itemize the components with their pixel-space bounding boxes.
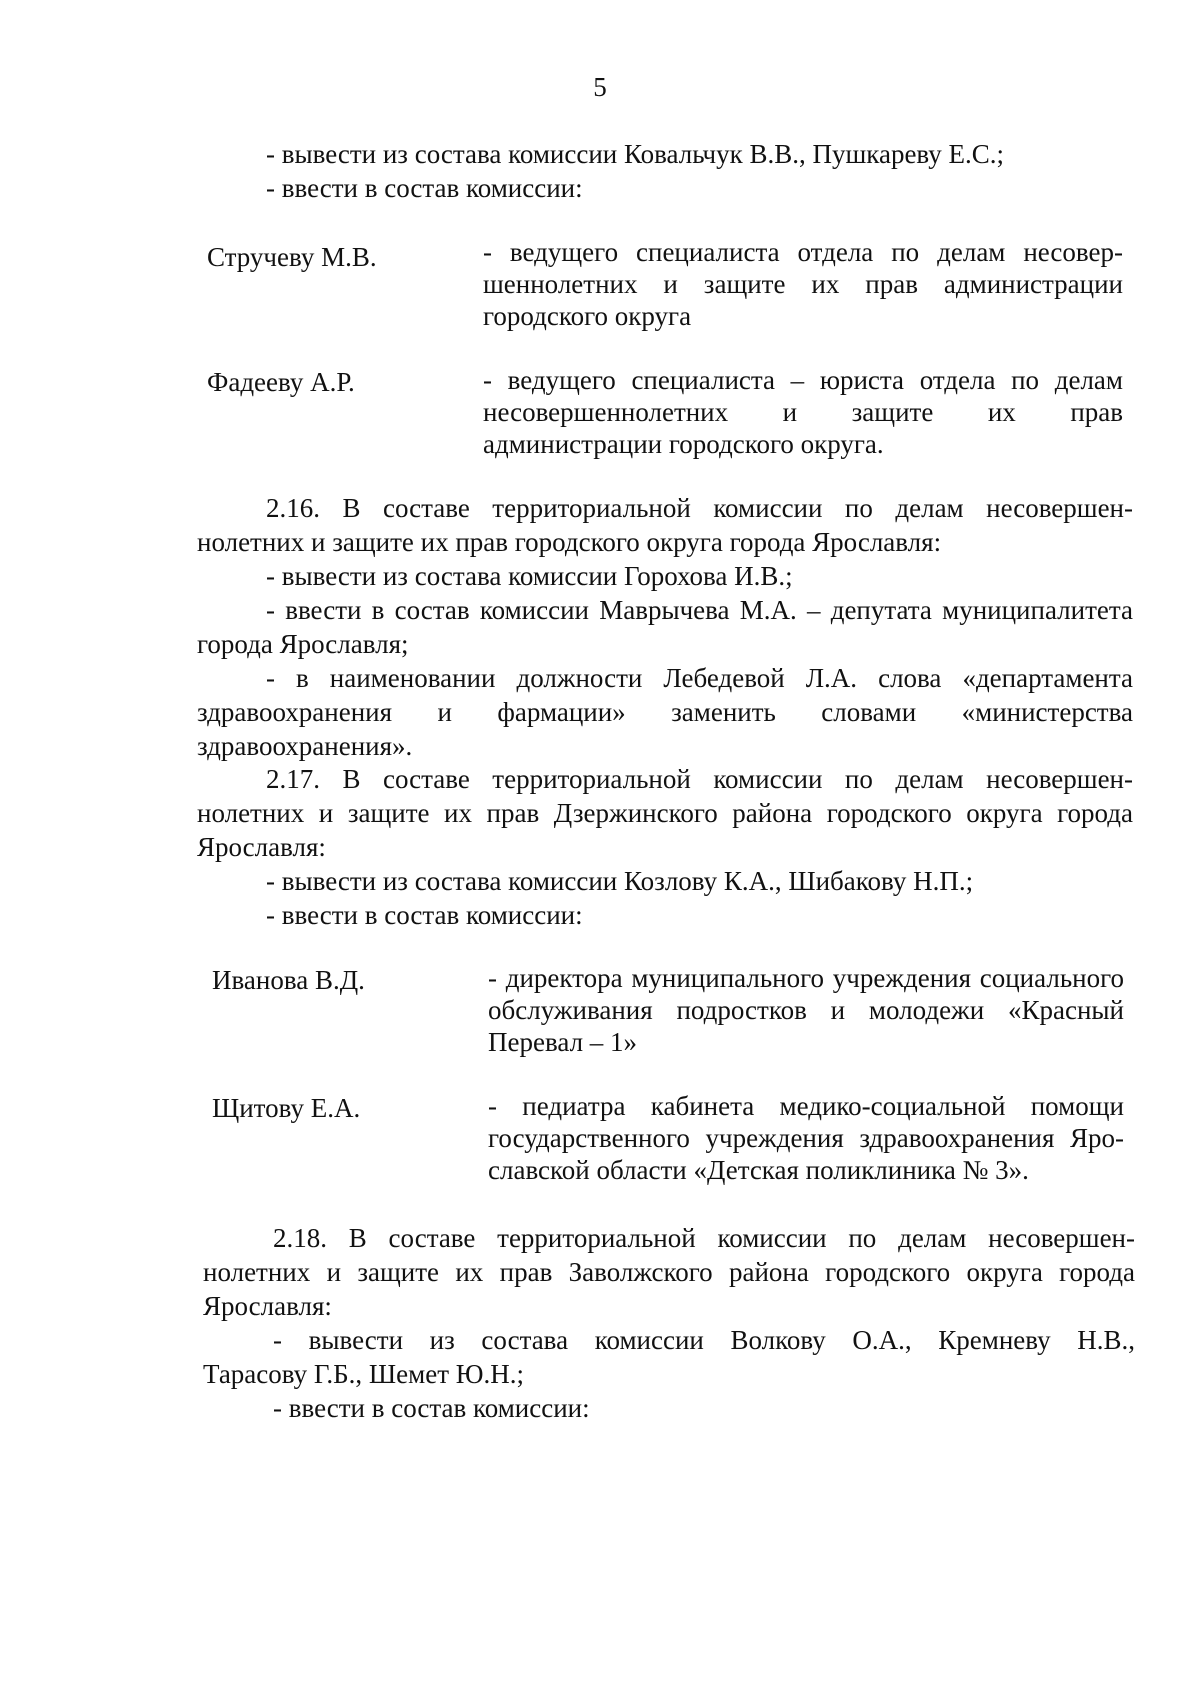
member-position-line: обслуживания подростков и молодежи «Красный: [488, 995, 1124, 1025]
member-position-line: городского округа: [483, 301, 692, 331]
add-members-line: - ввести в состав комиссии:: [266, 173, 583, 203]
member-name: Щитову Е.А.: [212, 1093, 361, 1123]
member-name: Иванова В.Д.: [212, 965, 365, 995]
paragraph-line: Ярославля:: [203, 1291, 332, 1321]
paragraph-line: здравоохранения».: [197, 731, 413, 761]
member-position-line: несовершеннолетних и защите их прав: [483, 397, 1123, 427]
paragraph-line: - ввести в состав комиссии Маврычева М.А. – депутата муниципалитета: [266, 595, 1133, 625]
member-position-line: - директора муниципального учреждения социального: [488, 963, 1124, 993]
paragraph-line: 2.17. В составе территориальной комиссии по делам несовершен-: [266, 764, 1133, 794]
paragraph-line: нолетних и защите их прав Заволжского района городского округа города: [203, 1257, 1135, 1287]
paragraph-line: 2.16. В составе территориальной комиссии по делам несовершен-: [266, 493, 1133, 523]
paragraph-line: Тарасову Г.Б., Шемет Ю.Н.;: [203, 1359, 525, 1389]
paragraph-line: здравоохранения и фармации» заменить словами «министерства: [197, 697, 1133, 727]
member-position-line: - ведущего специалиста – юриста отдела по делам: [483, 365, 1123, 395]
member-name: Стручеву М.В.: [207, 242, 377, 272]
paragraph-line: нолетних и защите их прав городского округа города Ярославля:: [197, 527, 942, 557]
member-position-line: шеннолетних и защите их прав администрации: [483, 269, 1123, 299]
paragraph-line: - ввести в состав комиссии:: [266, 900, 583, 930]
remove-members-line: - вывести из состава комиссии Ковальчук В.В., Пушкареву Е.С.;: [266, 139, 1005, 169]
member-position-line: славской области «Детская поликлиника № 3».: [488, 1155, 1029, 1185]
member-position-line: Перевал – 1»: [488, 1027, 638, 1057]
page-number: 5: [593, 72, 607, 102]
member-position-line: - педиатра кабинета медико-социальной помощи: [488, 1091, 1124, 1121]
member-name: Фадееву А.Р.: [207, 367, 355, 397]
paragraph-line: - ввести в состав комиссии:: [273, 1393, 590, 1423]
member-position-line: администрации городского округа.: [483, 429, 884, 459]
member-position-line: - ведущего специалиста отдела по делам несовер-: [483, 237, 1123, 267]
paragraph-line: - в наименовании должности Лебедевой Л.А. слова «департамента: [266, 663, 1133, 693]
paragraph-line: 2.18. В составе территориальной комиссии по делам несовершен-: [273, 1223, 1135, 1253]
paragraph-line: - вывести из состава комиссии Волкову О.А., Кремневу Н.В.,: [273, 1325, 1135, 1355]
paragraph-line: - вывести из состава комиссии Козлову К.А., Шибакову Н.П.;: [266, 866, 974, 896]
paragraph-line: - вывести из состава комиссии Горохова И.В.;: [266, 561, 793, 591]
paragraph-line: города Ярославля;: [197, 629, 409, 659]
member-position-line: государственного учреждения здравоохранения Яро-: [488, 1123, 1124, 1153]
paragraph-line: Ярославля:: [197, 832, 326, 862]
paragraph-line: нолетних и защите их прав Дзержинского района городского округа города: [197, 798, 1133, 828]
